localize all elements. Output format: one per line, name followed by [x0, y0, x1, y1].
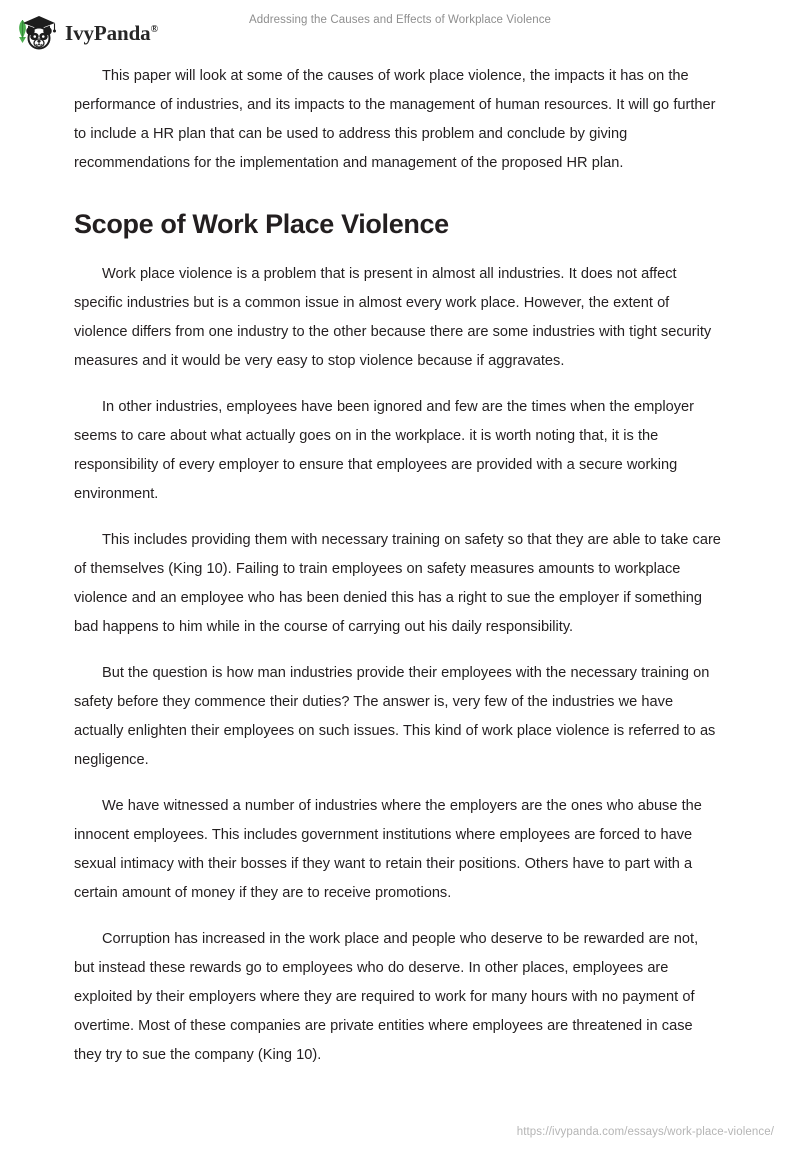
section-heading: Scope of Work Place Violence	[74, 209, 449, 239]
paragraph: But the question is how man industries provide their employees with the necessary training on safety before they commence their duties? The answer is, very few of the industries we have actually enlighten their employees on such issues. This kind of work place violence is referred to as negligence.	[74, 665, 716, 768]
paragraph: We have witnessed a number of industries where the employers are the ones who abuse the innocent employees. This includes government institutions where employees are forced to have sexual intimacy with their bosses if they want to retain their positions. Others have to part with a certain amount of money if they are to receive promotions.	[74, 798, 702, 901]
paragraph: This includes providing them with necessary training on safety so that they are able to take care of themselves (King 10). Failing to train employees on safety measures amounts to workplace violence and an employee who has been denied this has a right to sue the employer if something bad happens to him while in the course of carrying out his daily responsibility.	[74, 532, 721, 635]
paragraph: Work place violence is a problem that is present in almost all industries. It does not affect specific industries but is a common issue in almost every work place. However, the extent of violence differs from one industry to the other because there are some industries with tight security measures and it would be very easy to stop violence because if aggravates.	[74, 266, 712, 369]
registered-trademark-mark: ®	[150, 23, 158, 35]
running-title: Addressing the Causes and Effects of Workplace Violence	[248, 14, 552, 26]
paragraph: This paper will look at some of the causes of work place violence, the impacts it has on the performance of industries, and its impacts to the management of human resources. It will go further to include a HR plan that can be used to address this problem and conclude by giving recommendations for the implementation and management of the proposed HR plan.	[74, 68, 716, 171]
page-header	[0, 0, 800, 62]
brand-name-text: IvyPanda	[65, 20, 151, 45]
footer-source-url[interactable]: https://ivypanda.com/essays/work-place-violence/	[516, 1126, 774, 1138]
page-footer	[0, 1126, 800, 1138]
paragraph: In other industries, employees have been ignored and few are the times when the employer seems to care about what actually goes on in the workplace. it is worth noting that, it is the responsibility of every employer to ensure that employees are provided with a secure working environment.	[74, 399, 694, 502]
document-body	[74, 62, 722, 1070]
paragraph: Corruption has increased in the work place and people who deserve to be rewarded are not, but instead these rewards go to employees who do deserve. In other places, employees are exploited by their employers where they are required to work for many hours with no payment of overtime. Most of these companies are private entities where employees are threatened in case they try to sue the company (King 10).	[74, 931, 699, 1063]
